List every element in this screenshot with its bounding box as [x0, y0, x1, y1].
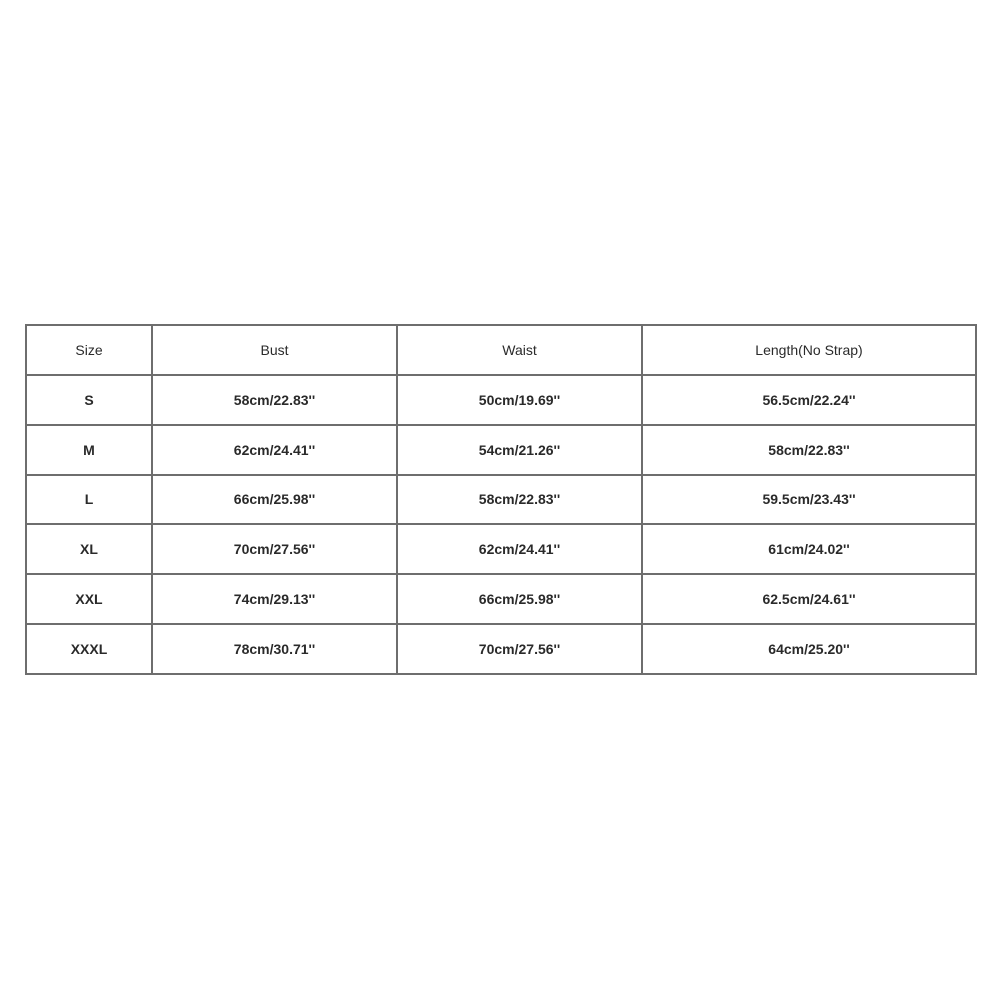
header-size: Size: [26, 325, 152, 375]
header-length: Length(No Strap): [642, 325, 976, 375]
cell-bust: 78cm/30.71'': [152, 624, 397, 674]
cell-bust: 58cm/22.83'': [152, 375, 397, 425]
cell-length: 62.5cm/24.61'': [642, 574, 976, 624]
table-header-row: [26, 325, 976, 375]
size-chart-table: [25, 324, 977, 675]
cell-length: 56.5cm/22.24'': [642, 375, 976, 425]
cell-waist: 62cm/24.41'': [397, 524, 642, 574]
cell-length: 58cm/22.83'': [642, 425, 976, 475]
table-row: [26, 475, 976, 525]
cell-waist: 70cm/27.56'': [397, 624, 642, 674]
table-row: [26, 574, 976, 624]
cell-size: M: [26, 425, 152, 475]
cell-size: S: [26, 375, 152, 425]
table-row: [26, 425, 976, 475]
cell-bust: 74cm/29.13'': [152, 574, 397, 624]
table-row: [26, 375, 976, 425]
cell-size: XL: [26, 524, 152, 574]
table-row: [26, 524, 976, 574]
cell-waist: 58cm/22.83'': [397, 475, 642, 525]
cell-waist: 54cm/21.26'': [397, 425, 642, 475]
cell-length: 59.5cm/23.43'': [642, 475, 976, 525]
cell-length: 64cm/25.20'': [642, 624, 976, 674]
cell-waist: 50cm/19.69'': [397, 375, 642, 425]
cell-bust: 62cm/24.41'': [152, 425, 397, 475]
cell-waist: 66cm/25.98'': [397, 574, 642, 624]
cell-bust: 66cm/25.98'': [152, 475, 397, 525]
table-row: [26, 624, 976, 674]
header-waist: Waist: [397, 325, 642, 375]
header-bust: Bust: [152, 325, 397, 375]
cell-size: XXXL: [26, 624, 152, 674]
cell-length: 61cm/24.02'': [642, 524, 976, 574]
cell-size: L: [26, 475, 152, 525]
cell-size: XXL: [26, 574, 152, 624]
cell-bust: 70cm/27.56'': [152, 524, 397, 574]
